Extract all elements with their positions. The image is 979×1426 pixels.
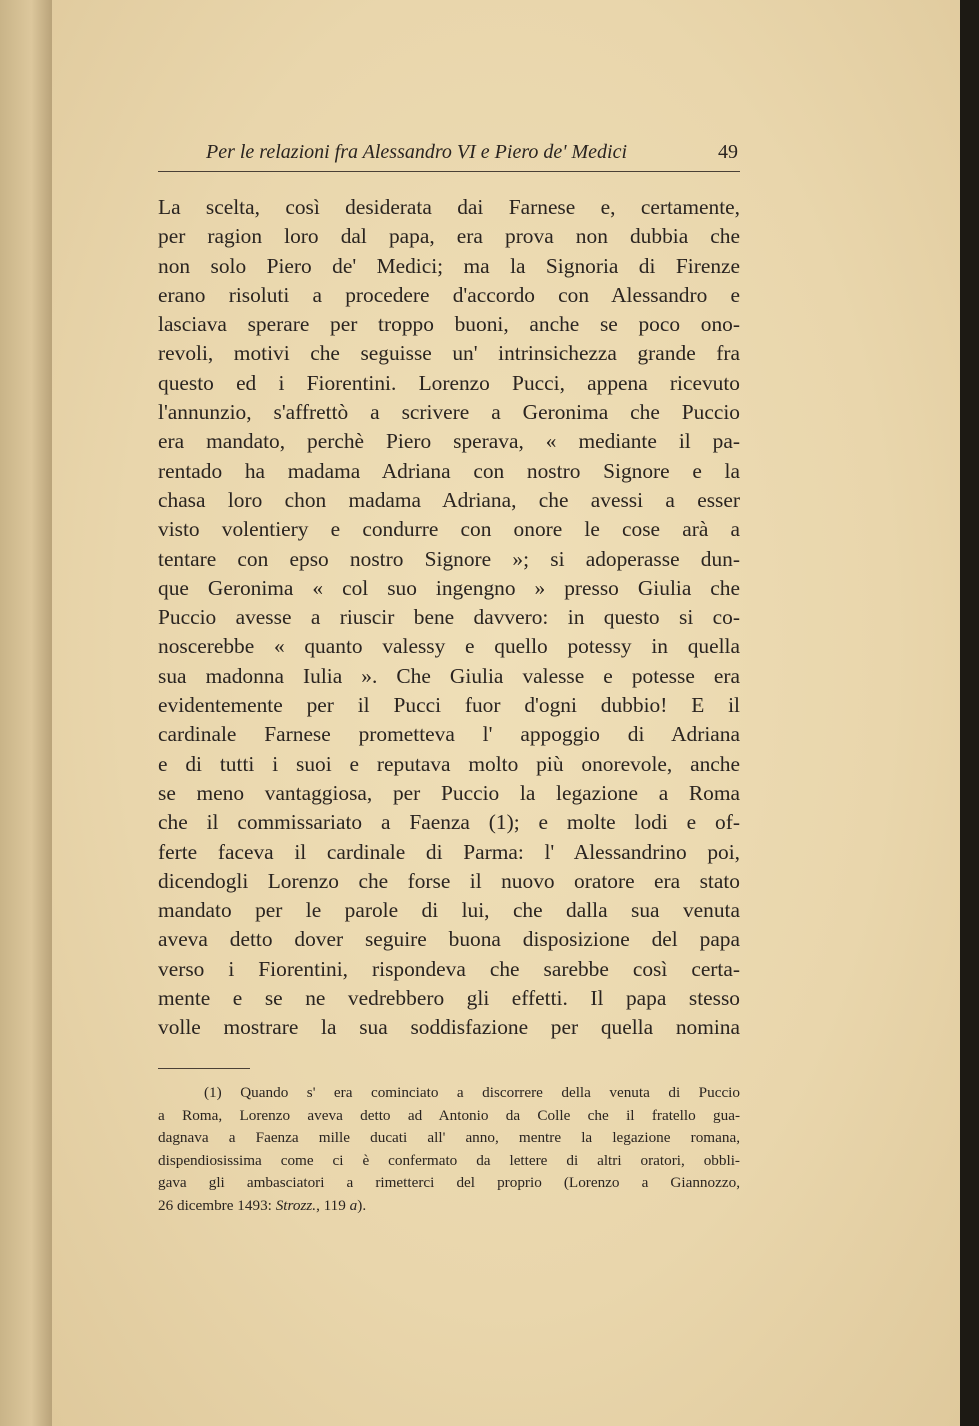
text-line: La scelta, così desiderata dai Farnese e, certamente, [158,195,740,219]
text-line: non solo Piero de' Medici; ma la Signoria di Firenze [158,253,740,278]
page-number: 49 [718,141,738,163]
text-line: rentado ha madama Adriana con nostro Signore e la [158,458,740,483]
scan-border [960,0,979,1426]
text-line: lasciava sperare per troppo buoni, anche se poco ono- [158,312,740,337]
footnote-fragment: ). [357,1196,367,1214]
adjacent-page-edge [0,0,52,1426]
text-line: aveva detto dover seguire buona disposizione del papa [158,927,740,952]
footnote-line: dispendiosissima come ci è confermato da lettere di altri oratori, obbli- [158,1151,740,1169]
footnote-fragment: a [349,1196,358,1214]
text-line: revoli, motivi che seguisse un' intrinsichezza grande fra [158,341,740,366]
body-text [158,193,740,1043]
text-line: l'annunzio, s'affrettò a scrivere a Geronima che Puccio [158,400,740,425]
footnote-rule [158,1068,250,1069]
text-line: questo ed i Fiorentini. Lorenzo Pucci, appena ricevuto [158,370,740,395]
text-line: tentare con epso nostro Signore »; si adoperasse dun- [158,546,740,571]
text-line: volle mostrare la sua soddisfazione per quella nomina [158,1015,740,1040]
header-rule [158,171,740,172]
footnote-line: dagnava a Faenza mille ducati all' anno, mentre la legazione romana, [158,1129,740,1146]
footnote-fragment: Strozz. [275,1196,317,1214]
text-line: se meno vantaggiosa, per Puccio la legazione a Roma [158,780,740,805]
text-line: visto volentiery e condurre con onore le cose arà a [158,517,740,542]
running-title: Per le relazioni fra Alessandro VI e Piero de' Medici [206,141,628,163]
text-line: noscerebbe « quanto valessy e quello potessy in quella [158,634,740,659]
footnote-fragment: 26 dicembre 1493: [158,1196,276,1214]
text-line: era mandato, perchè Piero sperava, « mediante il pa- [158,429,740,454]
footnote-line: (1) Quando s' era cominciato a discorrere della venuta di Puccio [204,1084,740,1101]
text-line: cardinale Farnese prometteva l' appoggio di Adriana [158,722,740,747]
text-line: per ragion loro dal papa, era prova non dubbia che [158,224,740,249]
text-line: che il commissariato a Faenza (1); e molte lodi e of- [158,810,740,835]
text-line: ferte faceva il cardinale di Parma: l' Alessandrino poi, [158,839,740,864]
footnote [158,1082,740,1217]
text-line: que Geronima « col suo ingengno » presso Giulia che [158,575,740,600]
text-line: chasa loro chon madama Adriana, che avessi a esser [158,487,740,512]
text-line: dicendogli Lorenzo che forse il nuovo oratore era stato [158,868,740,893]
running-header [158,141,740,169]
footnote-line: gava gli ambasciatori a rimetterci del proprio (Lorenzo a Giannozzo, [158,1174,740,1191]
text-line: mandato per le parole di lui, che dalla sua venuta [158,898,740,923]
text-line: sua madonna Iulia ». Che Giulia valesse e potesse era [158,663,740,688]
text-line: erano risoluti a procedere d'accordo con Alessandro e [158,282,740,307]
footnote-line [158,1195,740,1218]
footnote-fragment: , 119 [316,1196,350,1214]
text-line: mente e se ne vedrebbero gli effetti. Il papa stesso [158,986,740,1011]
text-line: verso i Fiorentini, rispondeva che sarebbe così certa- [158,956,740,981]
text-line: evidentemente per il Pucci fuor d'ogni dubbio! E il [158,693,740,718]
text-line: Puccio avesse a riuscir bene davvero: in questo si co- [158,605,740,630]
text-line: e di tutti i suoi e reputava molto più onorevole, anche [158,751,740,776]
footnote-line: a Roma, Lorenzo aveva detto ad Antonio da Colle che il fratello gua- [158,1106,740,1124]
